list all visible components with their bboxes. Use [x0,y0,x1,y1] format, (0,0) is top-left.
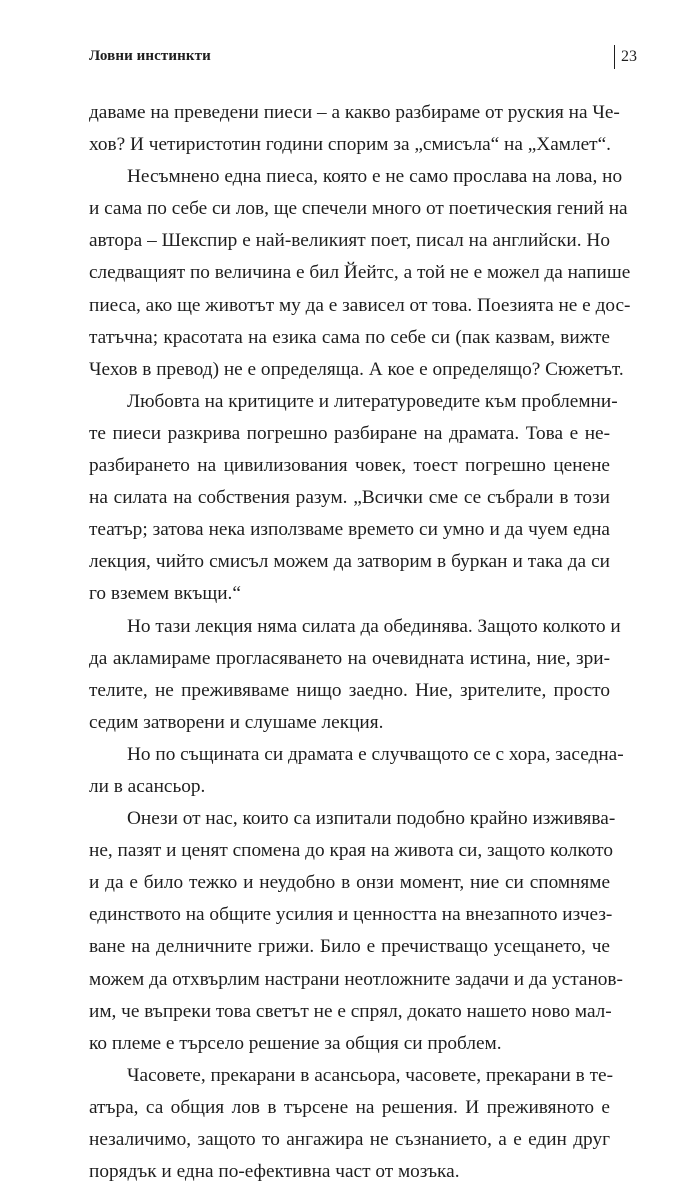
text-line: ли в асансьор. [89,775,206,797]
text-line: даваме на преведени пиеси – а какво разбираме от руския на Че- [89,102,620,123]
text-line: автора – Шекспир е най-великият поет, писал на английски. Но [89,230,610,252]
text-line: хов? И четиристотин години спорим за „смисъла“ на „Хамлет“. [89,134,611,156]
text-line: Онези от нас, които са изпитали подобно крайно изживява- [127,808,616,830]
text-line: Несъмнено една пиеса, която е не само прослава на лова, но [127,166,623,188]
text-line: не, пазят и ценят спомена до края на живота си, защото колкото [89,840,613,862]
text-line: татъчна; красотата на езика сама по себе си (пак казвам, вижте [89,326,610,348]
text-line: Но по същината си драмата е случващото се с хора, заседна- [127,743,624,765]
text-line: можем да отхвърлим настрани неотложните задачи и да установ- [89,968,623,990]
text-line: единството на общите усилия и ценността на внезапното изчез- [89,904,613,926]
page-number: 23 [621,48,637,65]
text-line: и сама по себе си лов, ще спечели много от поетическия гений на [89,198,628,220]
text-line: телите, не преживяваме нищо заедно. Ние, зрителите, просто [89,679,610,701]
text-line: на силата на собствения разум. „Всички сме се събрали в този [89,487,610,509]
text-line: седим затворени и слушаме лекция. [89,711,384,733]
text-line: лекция, чийто смисъл можем да затворим в буркан и така да си [89,551,610,573]
folio-divider [614,45,615,69]
text-line: го вземем вкъщи.“ [89,583,241,605]
text-line: те пиеси разкрива погрешно разбиране на драмата. Това е не- [89,422,610,444]
text-line: Но тази лекция няма силата да обединява. Защото колкото и [127,615,621,637]
text-line: ко племе е търсело решение за общия си проблем. [89,1032,502,1054]
text-line: атъра, са общия лов в търсене на решения. И преживяното е [89,1096,610,1118]
text-line: Чехов в превод) не е определяща. А кое е определящо? Сюжетът. [89,358,624,380]
text-line: пиеса, ако ще животът му да е зависел от това. Поезията не е дос- [89,294,631,316]
text-line: незаличимо, защото то ангажира не съзнанието, а е един друг [89,1129,610,1150]
text-line: порядък и една по-ефективна част от мозъка. [89,1161,460,1183]
text-line: да акламираме прогласяването на очевидната истина, ние, зри- [89,647,610,669]
text-line: им, че въпреки това светът не е спрял, докато нашето ново мал- [89,1000,612,1022]
text-line: ване на делничните грижи. Било е пречистващо усещането, че [89,936,610,958]
text-line: театър; затова нека използваме времето си умно и да чуем една [89,519,610,541]
page-number-area [614,44,637,70]
text-line: Любовта на критиците и литературоведите към проблемни- [127,390,618,412]
body-text [89,97,631,1188]
text-line: следващият по величина е бил Йейтс, а той не е можел да напише [89,262,631,284]
text-line: Часовете, прекарани в асансьора, часовете, прекарани в те- [127,1064,614,1086]
text-line: и да е било тежко и неудобно в онзи момент, ние си спомняме [89,872,610,894]
text-line: разбирането на цивилизования човек, тоест погрешно ценене [89,455,610,477]
running-head-title: Ловни инстинкти [89,48,211,64]
